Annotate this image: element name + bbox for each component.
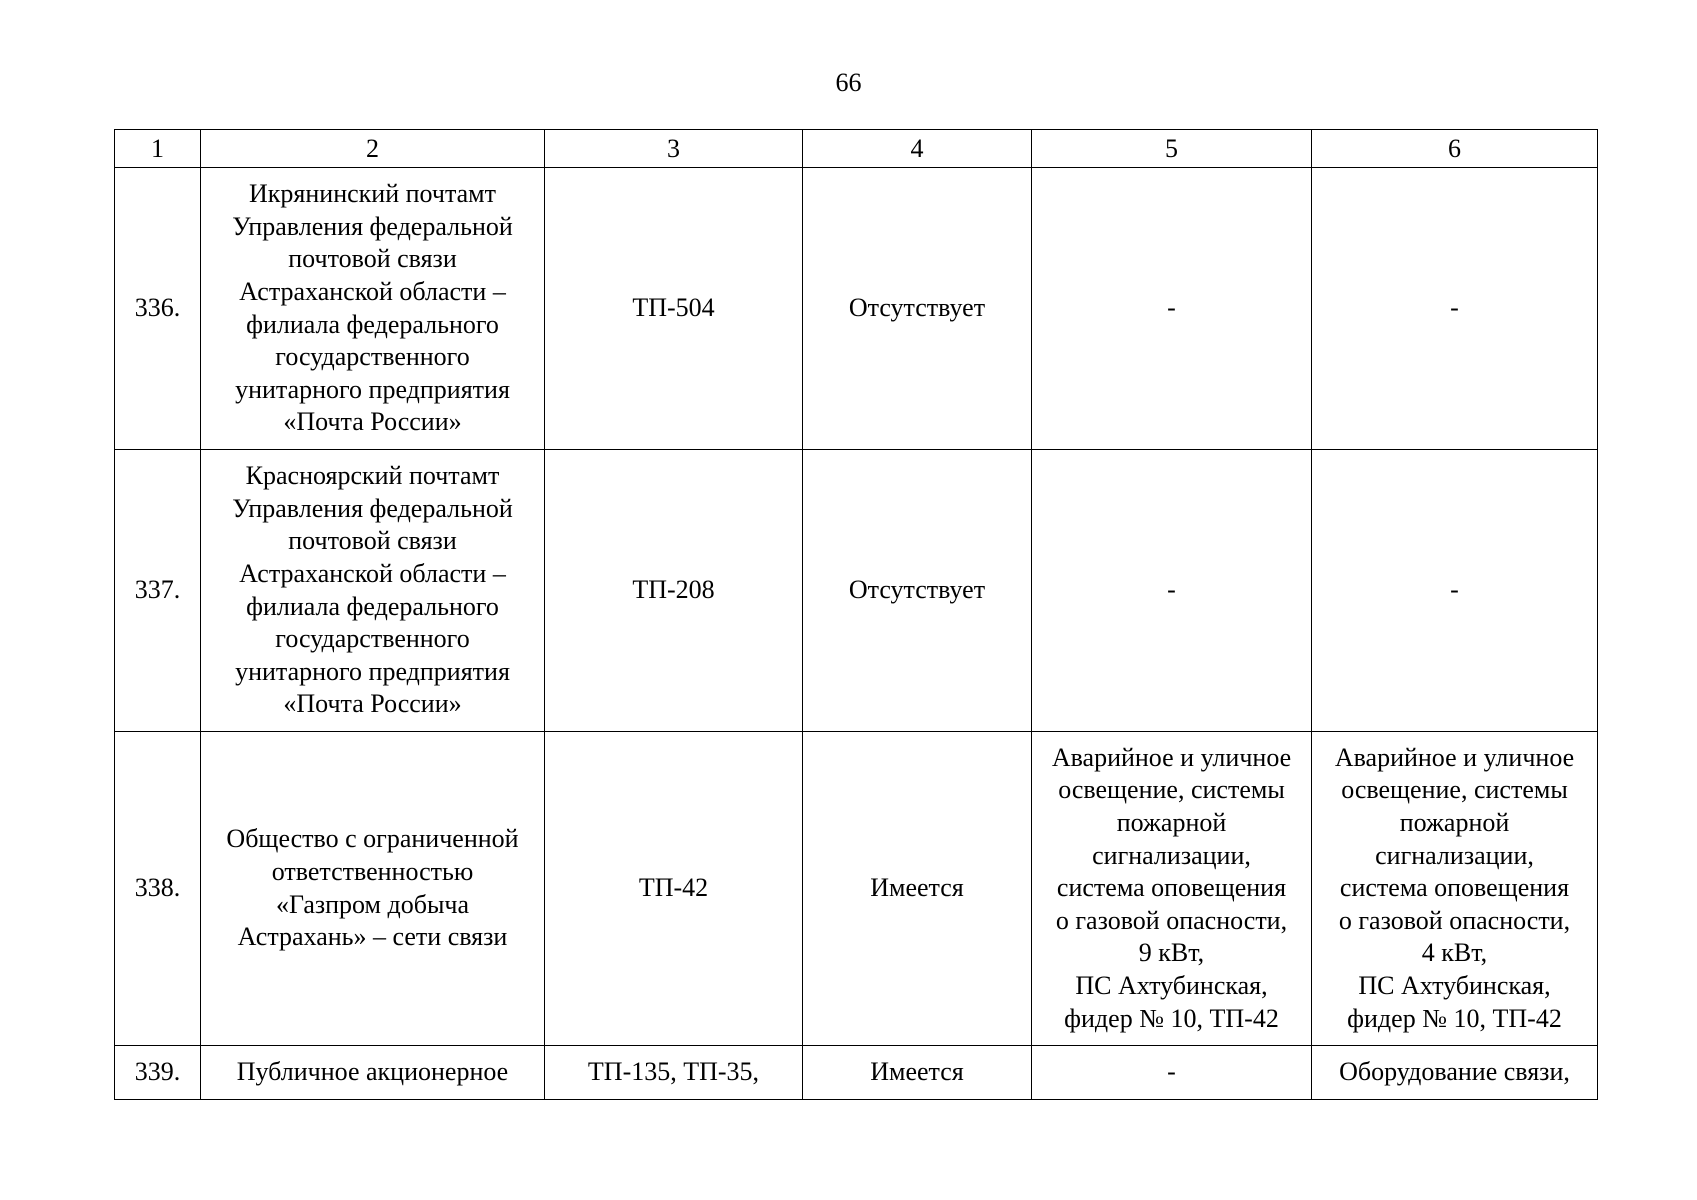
substation-cell: ТП-208 <box>545 450 803 732</box>
substation-cell: ТП-504 <box>545 168 803 450</box>
row-number-cell: 336. <box>115 168 201 450</box>
row-number-cell: 337. <box>115 450 201 732</box>
table-header-row <box>115 130 1598 168</box>
availability-cell: Имеется <box>803 732 1032 1046</box>
organization-name-cell: Красноярский почтамт Управления федеральной почтовой связи Астраханской области – филиала федерального государственного унитарного предприятия «Почта России» <box>201 450 545 732</box>
column-6-cell: Оборудование связи, <box>1312 1046 1598 1100</box>
table-row <box>115 1046 1598 1100</box>
organization-name-cell: Икрянинский почтамт Управления федеральной почтовой связи Астраханской области – филиала федерального государственного унитарного предприятия «Почта России» <box>201 168 545 450</box>
availability-cell: Имеется <box>803 1046 1032 1100</box>
data-table <box>114 129 1598 1100</box>
organization-name-cell: Публичное акционерное <box>201 1046 545 1100</box>
substation-cell: ТП-135, ТП-35, <box>545 1046 803 1100</box>
header-cell-2: 2 <box>201 130 545 168</box>
page-number: 66 <box>835 68 862 97</box>
header-cell-1: 1 <box>115 130 201 168</box>
column-6-cell: - <box>1312 168 1598 450</box>
table-row <box>115 168 1598 450</box>
column-5-cell: - <box>1032 450 1312 732</box>
header-cell-6: 6 <box>1312 130 1598 168</box>
header-cell-4: 4 <box>803 130 1032 168</box>
header-cell-5: 5 <box>1032 130 1312 168</box>
table-row <box>115 732 1598 1046</box>
table-row <box>115 450 1598 732</box>
availability-cell: Отсутствует <box>803 450 1032 732</box>
organization-name-cell: Общество с ограниченной ответственностью «Газпром добыча Астрахань» – сети связи <box>201 732 545 1046</box>
availability-cell: Отсутствует <box>803 168 1032 450</box>
column-5-cell: - <box>1032 168 1312 450</box>
row-number-cell: 338. <box>115 732 201 1046</box>
substation-cell: ТП-42 <box>545 732 803 1046</box>
column-6-cell: - <box>1312 450 1598 732</box>
row-number-cell: 339. <box>115 1046 201 1100</box>
column-5-cell: - <box>1032 1046 1312 1100</box>
column-6-cell: Аварийное и уличное освещение, системы пожарной сигнализации, система оповещения о газовой опасности, 4 кВт, ПС Ахтубинская, фидер № 10, ТП-42 <box>1312 732 1598 1046</box>
header-cell-3: 3 <box>545 130 803 168</box>
column-5-cell: Аварийное и уличное освещение, системы пожарной сигнализации, система оповещения о газовой опасности, 9 кВт, ПС Ахтубинская, фидер № 10, ТП-42 <box>1032 732 1312 1046</box>
